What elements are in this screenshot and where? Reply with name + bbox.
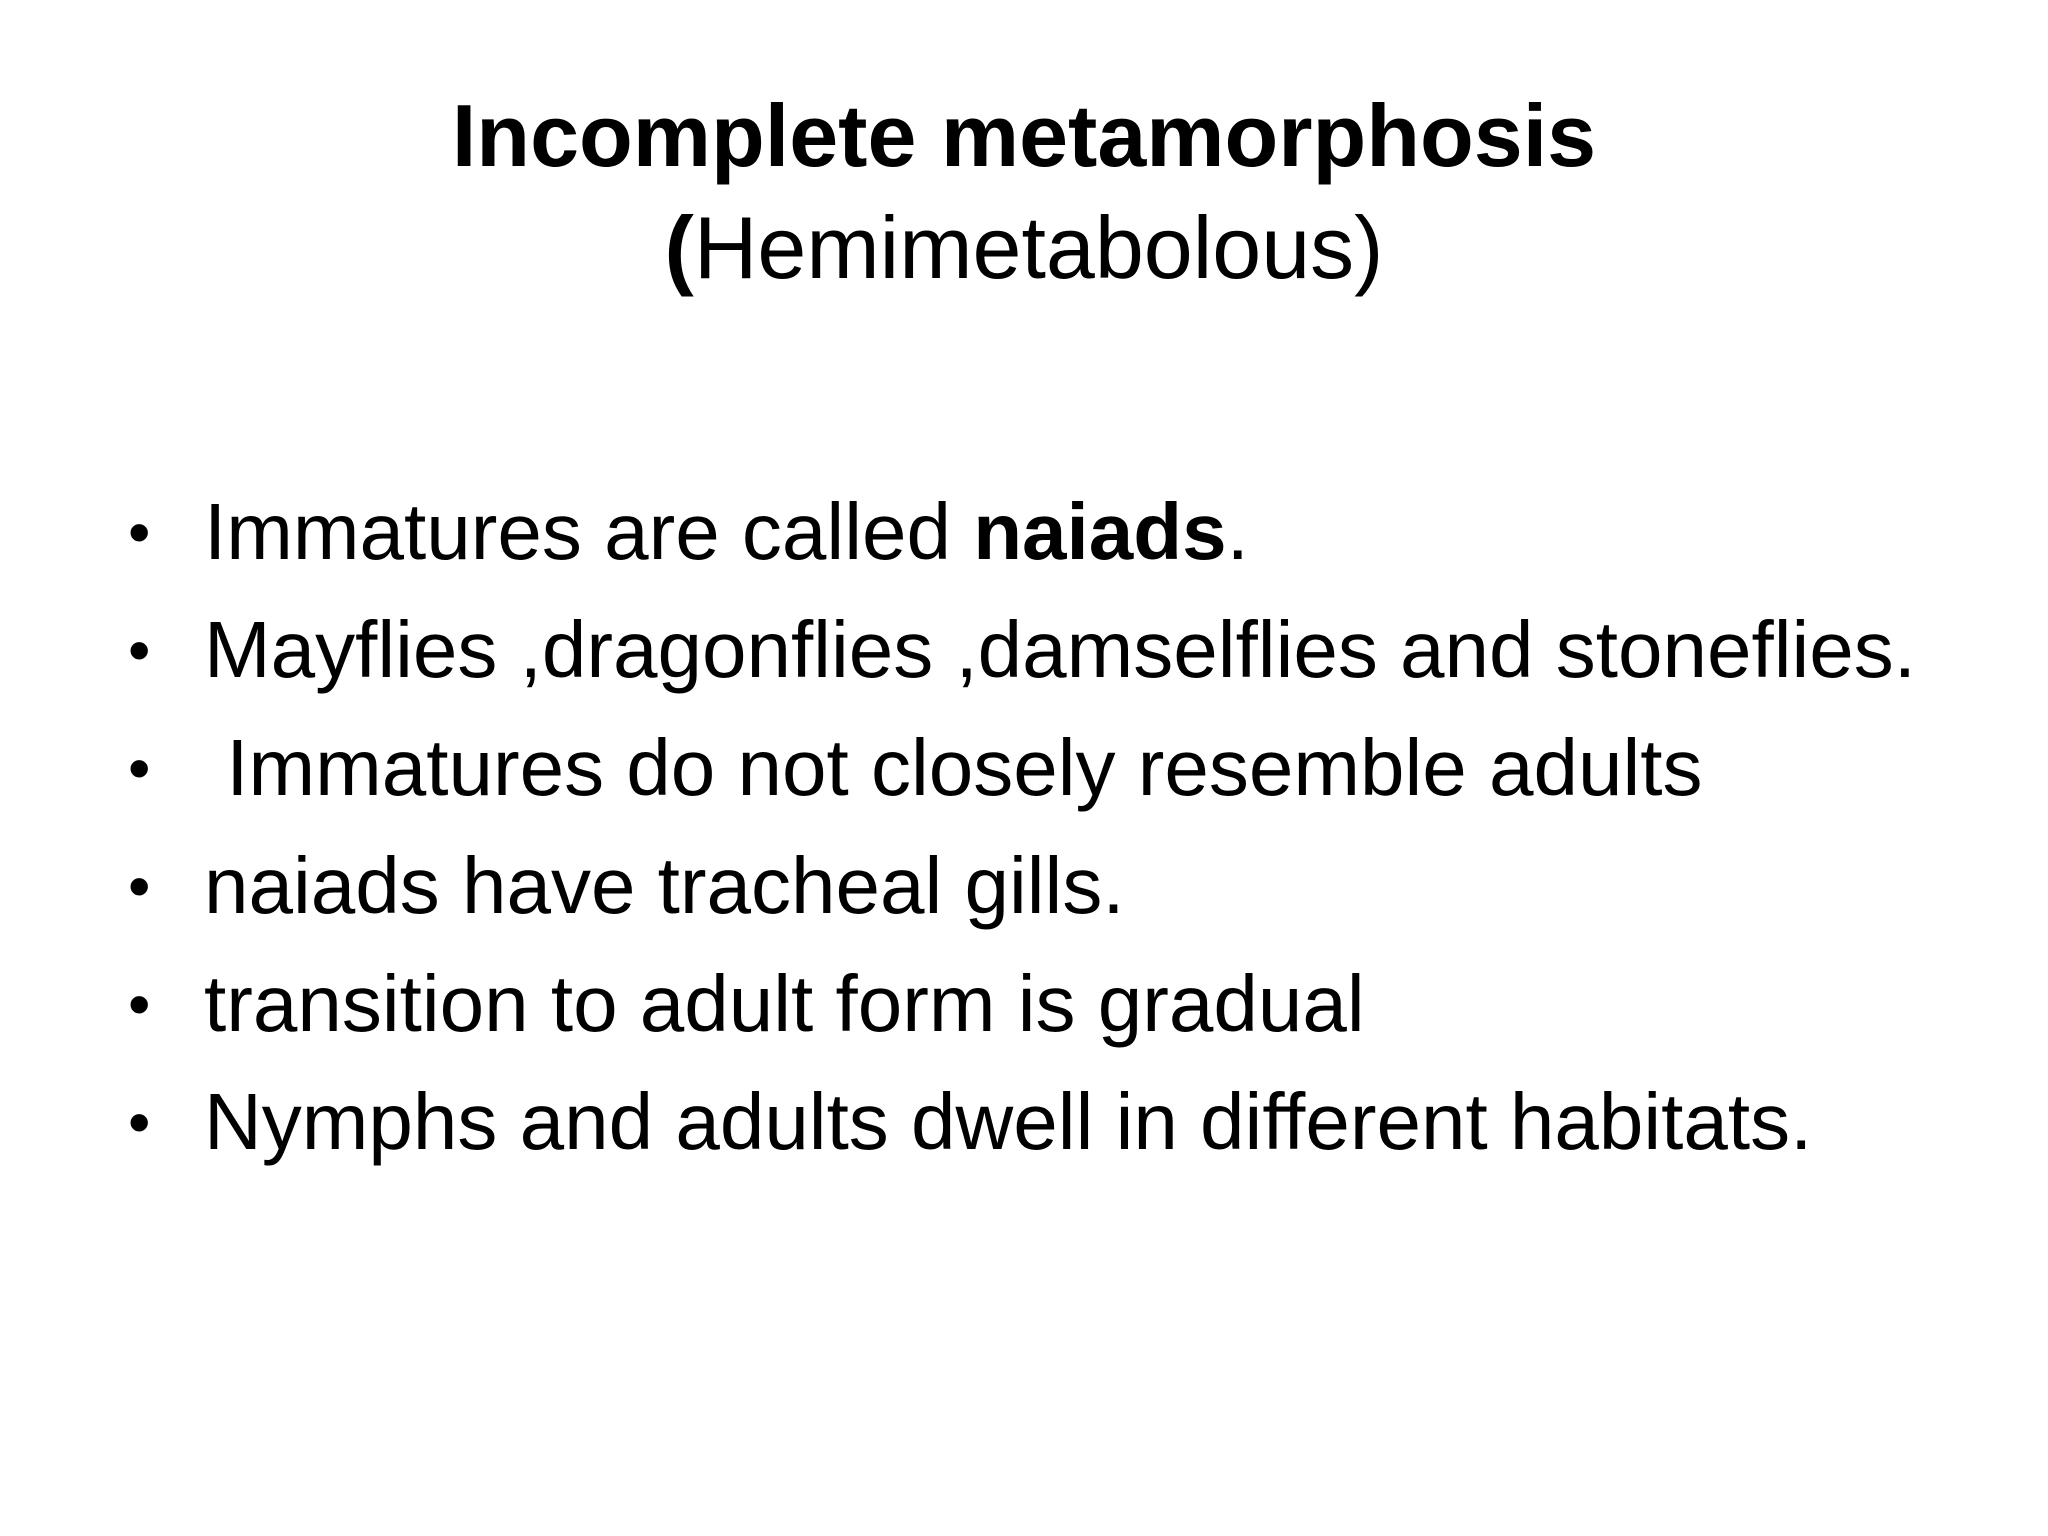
bullet-dot-icon: • (128, 968, 151, 1040)
bullet-item (120, 480, 1960, 584)
bullet-text: Immatures do not closely resemble adults (204, 723, 1703, 812)
bullet-text: Mayflies ,dragonflies ,damselflies and stoneflies. (204, 605, 1916, 694)
bullet-dot-icon: • (128, 614, 151, 686)
bullet-text: Immatures are called (204, 487, 974, 576)
title-open-paren: ( (664, 198, 694, 297)
bullet-text: Nymphs and adults dwell in different habitats. (204, 1077, 1813, 1166)
bullet-dot-icon: • (128, 1086, 151, 1158)
bullet-dot-icon: • (128, 850, 151, 922)
bullet-item (120, 1070, 1960, 1174)
bullet-item (120, 952, 1960, 1056)
bullet-text-after: . (1226, 487, 1249, 576)
bullet-list (120, 480, 1960, 1188)
bullet-item (120, 598, 1960, 702)
bullet-item (120, 834, 1960, 938)
bullet-dot-icon: • (128, 732, 151, 804)
bullet-text: naiads have tracheal gills. (204, 841, 1125, 930)
title-subtitle-text: Hemimetabolous) (693, 198, 1384, 297)
bullet-bold-text: naiads (973, 487, 1227, 576)
bullet-item (120, 716, 1960, 820)
title-line-2 (120, 192, 1928, 304)
title-line-1: Incomplete metamorphosis (451, 86, 1597, 185)
bullet-dot-icon: • (128, 496, 151, 568)
slide-title (120, 80, 1928, 304)
bullet-text: transition to adult form is gradual (204, 959, 1365, 1048)
